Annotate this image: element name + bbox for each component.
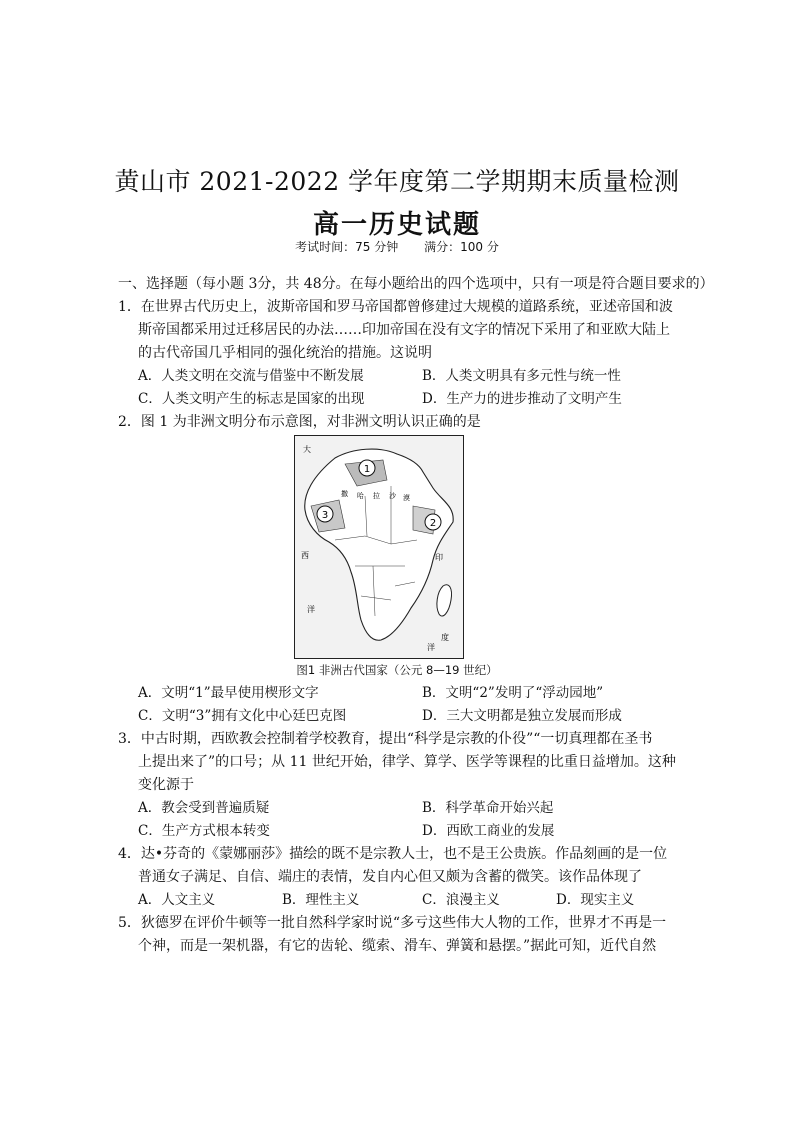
section-heading: 一、选择题（每小题 3分，共 48分。在每小题给出的四个选项中，只有一项是符合题目要求的） [118,276,714,292]
option-a: A．人文主义 [138,892,216,908]
map-marker-1: 1 [363,464,371,475]
map-label: 撒 [341,490,348,498]
map-marker-2: 2 [429,518,437,529]
question-text-line: 达•芬奇的《蒙娜丽莎》描绘的既不是宗教人士，也不是王公贵族。作品刻画的是一位 [140,846,668,862]
option-a: A．教会受到普遍质疑 [138,800,270,816]
question-text-line: 斯帝国都采用过迁移居民的办法……印加帝国在没有文字的情况下采用了和亚欧大陆上 [138,322,670,338]
option-c: C．文明“3”拥有文化中心廷巴克图 [138,708,347,724]
map-label: 度 [441,633,449,642]
option-c: C．生产方式根本转变 [138,823,270,839]
question-number: 2． [118,414,141,430]
question-number: 5． [118,915,141,931]
exam-score: 满分：100 分 [424,240,499,254]
question-2 [118,413,481,431]
figure-caption: 图1 非洲古代国家（公元 8—19 世纪） [296,663,498,677]
map-label: 洋 [307,605,315,614]
map-label: 洋 [427,643,435,652]
option-b: B．科学革命开始兴起 [422,800,554,816]
question-text-line: 普通女子满足、自信、端庄的表情，发自内心但又颇为含蓄的微笑。该作品体现了 [138,869,642,885]
option-c: C．浪漫主义 [422,892,500,908]
question-text-line: 变化源于 [138,777,194,793]
option-b: B．理性主义 [282,892,360,908]
map-label: 哈 [357,492,364,500]
question-text-line: 上提出来了”的口号；从 11 世纪开始，律学、算学、医学等课程的比重日益增加。这种 [138,754,676,770]
map-label: 大 [303,445,311,454]
africa-map-figure [294,435,464,659]
question-5 [118,914,666,932]
question-text-line: 在世界古代历史上，波斯帝国和罗马帝国都曾修建过大规模的道路系统，亚述帝国和波 [140,299,673,315]
map-marker-3: 3 [321,510,329,521]
question-number: 3． [118,731,141,747]
option-d: D．生产力的进步推动了文明产生 [422,391,622,407]
map-label: 印 [435,553,443,562]
option-d: D．现实主义 [556,892,635,908]
option-b: B．人类文明具有多元性与统一性 [422,368,621,384]
option-b: B．文明“2”发明了“浮动园地” [422,685,604,701]
exam-title: 黄山市 2021-2022 学年度第二学期期末质量检测 [114,167,680,196]
exam-subtitle: 高一历史试题 [312,210,481,240]
question-text-line: 中古时期，西欧教会控制着学校教育，提出“科学是宗教的仆役”“一切真理都在圣书 [140,731,653,747]
exam-time: 考试时间：75 分钟 [295,240,399,254]
exam-info [0,238,794,255]
africa-map [295,436,463,658]
map-label: 漠 [403,494,410,502]
option-c: C．人类文明产生的标志是国家的出现 [138,391,365,407]
question-text-line: 个神，而是一架机器，有它的齿轮、缆索、滑车、弹簧和悬摆。”据此可知，近代自然 [138,938,657,954]
map-label: 沙 [389,492,396,500]
option-d: D．西欧工商业的发展 [422,823,555,839]
map-label: 西 [301,551,309,560]
option-a: A．文明“1”最早使用楔形文字 [138,685,319,701]
question-3 [118,730,652,748]
map-label: 拉 [373,492,380,500]
question-number: 4． [118,846,141,862]
question-text-line: 的古代帝国几乎相同的强化统治的措施。这说明 [138,345,432,361]
question-number: 1． [118,299,141,315]
question-1 [118,298,673,316]
question-text-line: 图 1 为非洲文明分布示意图，对非洲文明认识正确的是 [140,414,481,430]
option-d: D．三大文明都是独立发展而形成 [422,708,622,724]
question-4 [118,845,667,863]
question-text-line: 狄德罗在评价牛顿等一批自然科学家时说“多亏这些伟大人物的工作，世界才不再是一 [140,915,667,931]
option-a: A．人类文明在交流与借鉴中不断发展 [138,368,364,384]
